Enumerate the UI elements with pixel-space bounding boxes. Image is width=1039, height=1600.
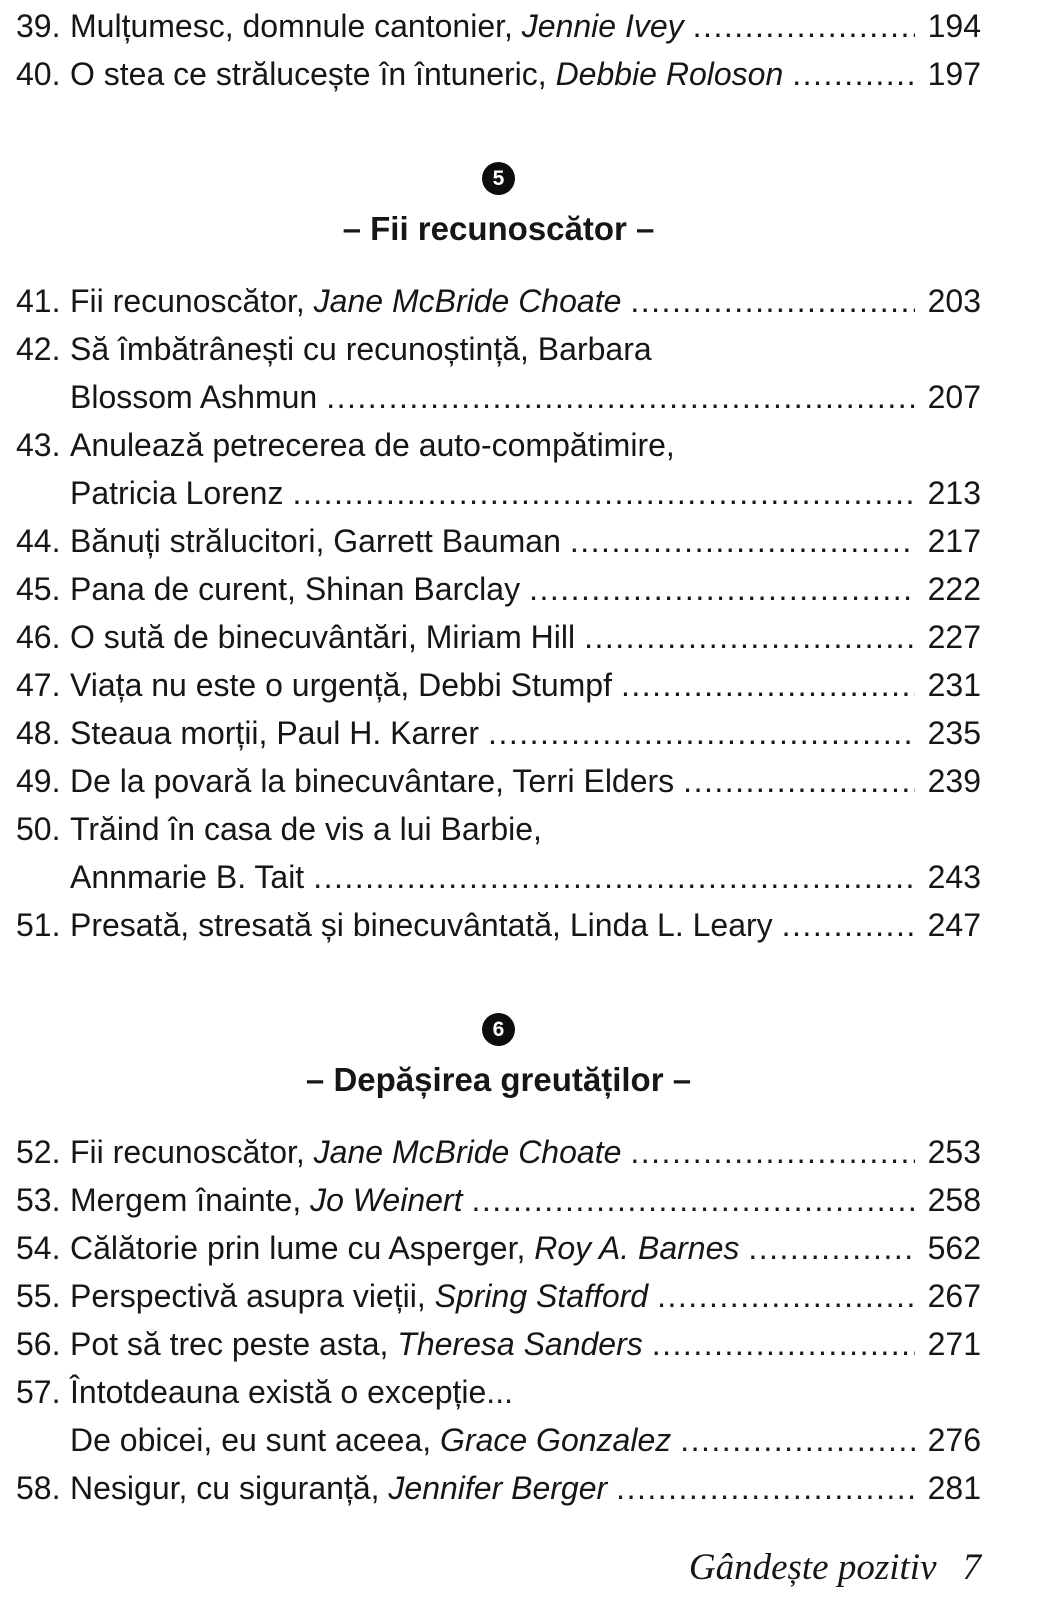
dot-leader bbox=[488, 709, 915, 757]
entry-page-number: 194 bbox=[927, 8, 981, 44]
toc-entry-line bbox=[16, 277, 981, 325]
entry-page-number: 276 bbox=[927, 1422, 981, 1458]
entry-number: 51. bbox=[16, 907, 61, 943]
entry-text-segment: Anulează petrecerea de auto-compătimire, bbox=[70, 427, 675, 463]
entry-page-number: 222 bbox=[927, 571, 981, 607]
entry-title bbox=[70, 565, 520, 613]
entry-page-number: 258 bbox=[927, 1182, 981, 1218]
entry-title bbox=[70, 1176, 462, 1224]
dot-leader bbox=[616, 1464, 914, 1512]
toc-entry-line bbox=[16, 1320, 981, 1368]
entry-page-number: 213 bbox=[927, 475, 981, 511]
entry-text-segment: De la povară la binecuvântare, Terri Elders bbox=[70, 763, 675, 799]
dot-leader bbox=[471, 1176, 914, 1224]
entry-number: 40. bbox=[16, 56, 61, 92]
entry-text-segment: Perspectivă asupra vieții, bbox=[70, 1278, 435, 1314]
entry-author: Jane McBride Choate bbox=[313, 1134, 622, 1170]
entry-number: 47. bbox=[16, 667, 61, 703]
entry-number: 45. bbox=[16, 571, 61, 607]
toc-entry bbox=[16, 1272, 981, 1320]
section-number-badge: 6 bbox=[482, 1013, 515, 1046]
entry-title bbox=[70, 517, 561, 565]
toc-entry bbox=[16, 421, 981, 517]
entry-title bbox=[70, 1416, 671, 1464]
dot-leader bbox=[792, 50, 914, 98]
entry-title bbox=[70, 1272, 648, 1320]
toc-entry-line bbox=[16, 517, 981, 565]
entry-text-segment: Mergem înainte, bbox=[70, 1182, 311, 1218]
entry-title bbox=[70, 421, 675, 469]
toc-entry-line bbox=[16, 2, 981, 50]
section-break bbox=[16, 1013, 981, 1102]
entry-page-number: 235 bbox=[927, 715, 981, 751]
entry-page-number: 271 bbox=[927, 1326, 981, 1362]
dot-leader bbox=[748, 1224, 914, 1272]
toc-entry-line bbox=[16, 853, 981, 901]
toc-entry-line bbox=[16, 661, 981, 709]
entry-title bbox=[70, 1320, 643, 1368]
entry-page-number: 267 bbox=[927, 1278, 981, 1314]
section-number-badge: 5 bbox=[482, 162, 515, 195]
toc-entry-line bbox=[16, 421, 981, 469]
toc-entry-line bbox=[16, 1176, 981, 1224]
entry-text-segment: Blossom Ashmun bbox=[70, 379, 318, 415]
toc-entry-line bbox=[16, 469, 981, 517]
toc-entry-line bbox=[16, 325, 981, 373]
entry-text-segment: Annmarie B. Tait bbox=[70, 859, 305, 895]
toc-entry bbox=[16, 2, 981, 50]
entry-page-number: 217 bbox=[927, 523, 981, 559]
entry-text-segment: Trăind în casa de vis a lui Barbie, bbox=[70, 811, 542, 847]
dot-leader bbox=[313, 853, 914, 901]
entry-title bbox=[70, 613, 575, 661]
dot-leader bbox=[326, 373, 914, 421]
entry-page-number: 227 bbox=[927, 619, 981, 655]
entry-title bbox=[70, 1224, 739, 1272]
toc-entry bbox=[16, 1224, 981, 1272]
entry-title bbox=[70, 50, 783, 98]
entry-title bbox=[70, 805, 542, 853]
toc-entry bbox=[16, 325, 981, 421]
toc-entry-line bbox=[16, 1368, 981, 1416]
section-badge-row bbox=[16, 162, 981, 195]
entry-text-segment: O sută de binecuvântări, Miriam Hill bbox=[70, 619, 576, 655]
entry-text-segment: Pot să trec peste asta, bbox=[70, 1326, 398, 1362]
dot-leader bbox=[683, 757, 914, 805]
entry-text-segment: Întotdeauna există o excepție... bbox=[70, 1374, 513, 1410]
toc-entry-line bbox=[16, 1464, 981, 1512]
entry-author: Jennifer Berger bbox=[388, 1470, 608, 1506]
entry-title bbox=[70, 469, 283, 517]
entry-text-segment: Steaua morții, Paul H. Karrer bbox=[70, 715, 480, 751]
entry-page-number: 247 bbox=[927, 907, 981, 943]
entry-author: Jennie Ivey bbox=[521, 8, 684, 44]
toc-entry bbox=[16, 901, 981, 949]
entry-text-segment: Călătorie prin lume cu Asperger, bbox=[70, 1230, 535, 1266]
entry-page-number: 562 bbox=[927, 1230, 981, 1266]
entry-number: 52. bbox=[16, 1134, 61, 1170]
entry-title bbox=[70, 757, 674, 805]
entry-text-segment: Viața nu este o urgență, Debbi Stumpf bbox=[70, 667, 612, 703]
page-footer bbox=[16, 1546, 981, 1600]
toc-entry-line bbox=[16, 901, 981, 949]
toc-entry bbox=[16, 1128, 981, 1176]
entry-text-segment: Bănuți strălucitori, Garrett Bauman bbox=[70, 523, 561, 559]
toc-entry bbox=[16, 709, 981, 757]
entry-text-segment: Să îmbătrânești cu recunoștință, Barbara bbox=[70, 331, 652, 367]
table-of-contents bbox=[16, 2, 981, 1512]
toc-entry-line bbox=[16, 565, 981, 613]
toc-entry bbox=[16, 805, 981, 901]
entry-title bbox=[70, 709, 479, 757]
entry-author: Theresa Sanders bbox=[397, 1326, 643, 1362]
dot-leader bbox=[621, 661, 915, 709]
toc-entry bbox=[16, 1176, 981, 1224]
toc-entry bbox=[16, 613, 981, 661]
entry-author: Grace Gonzalez bbox=[440, 1422, 672, 1458]
toc-entry bbox=[16, 1320, 981, 1368]
entry-page-number: 243 bbox=[927, 859, 981, 895]
entry-title bbox=[70, 277, 621, 325]
dot-leader bbox=[529, 565, 915, 613]
toc-entry bbox=[16, 757, 981, 805]
entry-text-segment: De obicei, eu sunt aceea, bbox=[70, 1422, 441, 1458]
folio-page-number: 7 bbox=[962, 1547, 981, 1588]
entry-text-segment: Patricia Lorenz bbox=[70, 475, 284, 511]
toc-entry bbox=[16, 1464, 981, 1512]
toc-entry-line bbox=[16, 757, 981, 805]
entry-title bbox=[70, 325, 652, 373]
entry-author: Debbie Roloson bbox=[555, 56, 784, 92]
section-title: – Depășirea greutăților – bbox=[305, 1061, 692, 1098]
dot-leader bbox=[693, 2, 915, 50]
toc-entry bbox=[16, 277, 981, 325]
entry-number: 39. bbox=[16, 8, 61, 44]
entry-page-number: 231 bbox=[927, 667, 981, 703]
toc-entry-line bbox=[16, 373, 981, 421]
entry-title bbox=[70, 1464, 607, 1512]
entry-author: Roy A. Barnes bbox=[534, 1230, 740, 1266]
toc-entry-line bbox=[16, 1128, 981, 1176]
entry-number: 53. bbox=[16, 1182, 61, 1218]
running-book-title: Gândește pozitiv bbox=[688, 1547, 937, 1588]
toc-entry-line bbox=[16, 709, 981, 757]
toc-entry-line bbox=[16, 613, 981, 661]
entry-number: 50. bbox=[16, 811, 61, 847]
entry-page-number: 197 bbox=[927, 56, 981, 92]
entry-text-segment: Fii recunoscător, bbox=[70, 283, 314, 319]
entry-author: Jane McBride Choate bbox=[313, 283, 622, 319]
entry-text-segment: Nesigur, cu siguranță, bbox=[70, 1470, 389, 1506]
dot-leader bbox=[584, 613, 915, 661]
entry-page-number: 253 bbox=[927, 1134, 981, 1170]
dot-leader bbox=[657, 1272, 915, 1320]
entry-number: 58. bbox=[16, 1470, 61, 1506]
entry-title bbox=[70, 853, 304, 901]
section-badge-row bbox=[16, 1013, 981, 1046]
entry-title bbox=[70, 1128, 621, 1176]
entry-number: 43. bbox=[16, 427, 61, 463]
entry-title bbox=[70, 661, 612, 709]
entry-text-segment: Pana de curent, Shinan Barclay bbox=[70, 571, 521, 607]
dot-leader bbox=[630, 1128, 914, 1176]
dot-leader bbox=[570, 517, 915, 565]
entry-text-segment: Presată, stresată și binecuvântată, Linda L. Leary bbox=[70, 907, 773, 943]
entry-text-segment: Mulțumesc, domnule cantonier, bbox=[70, 8, 522, 44]
entry-author: Spring Stafford bbox=[434, 1278, 649, 1314]
entry-page-number: 281 bbox=[927, 1470, 981, 1506]
toc-entry-line bbox=[16, 50, 981, 98]
toc-entry-line bbox=[16, 1272, 981, 1320]
toc-entry-line bbox=[16, 805, 981, 853]
entry-number: 44. bbox=[16, 523, 61, 559]
entry-number: 48. bbox=[16, 715, 61, 751]
entry-number: 56. bbox=[16, 1326, 61, 1362]
dot-leader bbox=[782, 901, 915, 949]
toc-entry bbox=[16, 565, 981, 613]
toc-entry bbox=[16, 661, 981, 709]
toc-entry bbox=[16, 517, 981, 565]
dot-leader bbox=[630, 277, 914, 325]
toc-entry bbox=[16, 1368, 981, 1464]
entry-title bbox=[70, 901, 773, 949]
section-title: – Fii recunoscător – bbox=[342, 210, 655, 247]
entry-number: 54. bbox=[16, 1230, 61, 1266]
entry-page-number: 239 bbox=[927, 763, 981, 799]
entry-number: 49. bbox=[16, 763, 61, 799]
entry-title bbox=[70, 1368, 513, 1416]
section-break bbox=[16, 162, 981, 251]
entry-number: 46. bbox=[16, 619, 61, 655]
entry-number: 42. bbox=[16, 331, 61, 367]
entry-author: Jo Weinert bbox=[310, 1182, 463, 1218]
entry-page-number: 207 bbox=[927, 379, 981, 415]
entry-number: 55. bbox=[16, 1278, 61, 1314]
entry-number: 57. bbox=[16, 1374, 61, 1410]
entry-title bbox=[70, 2, 684, 50]
entry-text-segment: Fii recunoscător, bbox=[70, 1134, 314, 1170]
dot-leader bbox=[292, 469, 914, 517]
entry-number: 41. bbox=[16, 283, 61, 319]
dot-leader bbox=[680, 1416, 914, 1464]
toc-entry bbox=[16, 50, 981, 98]
entry-text-segment: O stea ce strălucește în întuneric, bbox=[70, 56, 556, 92]
entry-title bbox=[70, 373, 317, 421]
toc-entry-line bbox=[16, 1224, 981, 1272]
dot-leader bbox=[652, 1320, 915, 1368]
entry-page-number: 203 bbox=[927, 283, 981, 319]
toc-entry-line bbox=[16, 1416, 981, 1464]
